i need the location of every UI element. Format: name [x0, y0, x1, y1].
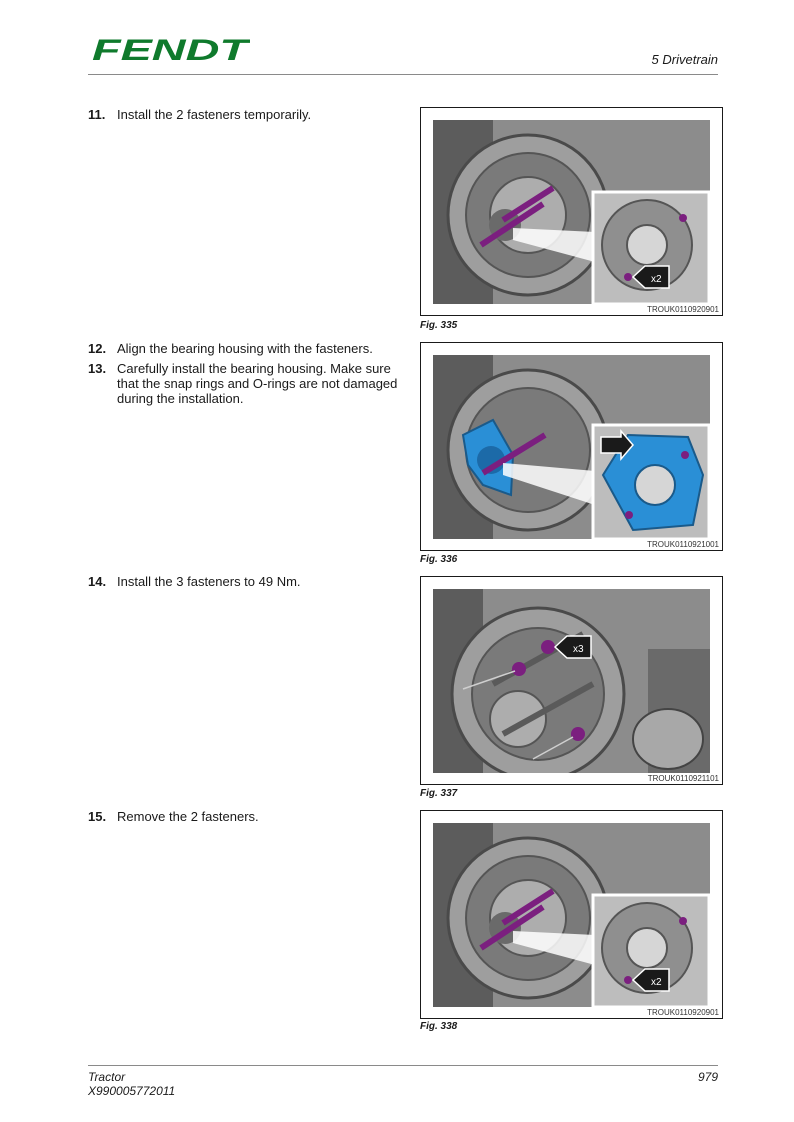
- figure-338: [420, 810, 723, 1019]
- figure-code: TROUK0110920901: [647, 305, 719, 314]
- engine-illustration: [433, 589, 710, 773]
- fendt-logo: [92, 34, 250, 64]
- figure-caption: Fig. 337: [420, 788, 458, 799]
- step-number: 12.: [88, 341, 107, 356]
- step-14: [88, 574, 403, 589]
- step-number: 15.: [88, 809, 107, 824]
- header-divider: [88, 74, 718, 75]
- engine-illustration: [433, 120, 710, 304]
- figure-caption: Fig. 338: [420, 1021, 458, 1032]
- footer-doc-number: X990005772011: [88, 1084, 176, 1098]
- callout-label: x3: [573, 644, 584, 655]
- figure-caption: Fig. 335: [420, 320, 458, 331]
- figure-code: TROUK0110921001: [647, 540, 719, 549]
- footer-product: Tractor: [88, 1070, 126, 1084]
- svg-text:FENDT: FENDT: [92, 34, 250, 64]
- step-number: 13.: [88, 361, 107, 376]
- engine-illustration: [433, 823, 710, 1007]
- callout-label: x2: [651, 977, 662, 988]
- step-text: Align the bearing housing with the fasteners.: [117, 341, 373, 356]
- figure-caption: Fig. 336: [420, 554, 458, 565]
- step-13: [88, 361, 403, 406]
- figure-336: [420, 342, 723, 551]
- step-text: Carefully install the bearing housing. Make sure that the snap rings and O-rings are not damaged during the installation.: [117, 361, 398, 406]
- engine-illustration: [433, 355, 710, 539]
- figure-337: [420, 576, 723, 785]
- step-12: [88, 341, 403, 356]
- step-number: 11.: [88, 107, 106, 122]
- step-text: Install the 2 fasteners temporarily.: [117, 107, 312, 122]
- page-number: 979: [697, 1070, 718, 1084]
- step-number: 14.: [88, 574, 107, 589]
- footer-divider: [88, 1065, 718, 1066]
- figure-335: [420, 107, 723, 316]
- figure-code: TROUK0110920901: [647, 1008, 719, 1017]
- step-15: [88, 809, 403, 824]
- callout-label: x2: [651, 274, 662, 285]
- figure-code: TROUK0110921101: [647, 774, 719, 783]
- step-text: Install the 3 fasteners to 49 Nm.: [117, 574, 301, 589]
- step-text: Remove the 2 fasteners.: [117, 809, 259, 824]
- step-11: [88, 107, 403, 122]
- section-title: 5 Drivetrain: [651, 52, 718, 67]
